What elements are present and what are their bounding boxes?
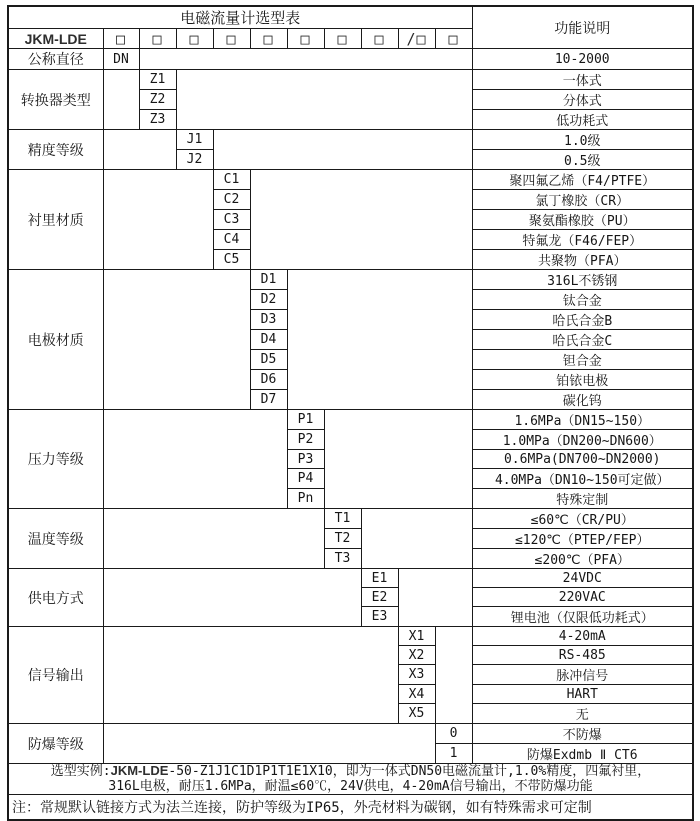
note-text: 注：常规默认链接方式为法兰连接，防护等级为IP65，外壳材料为碳钢，如有特殊需求可定制 (8, 795, 693, 820)
option-desc: ≤60℃（CR/PU） (472, 509, 693, 529)
option-desc: 特殊定制 (472, 489, 693, 509)
empty-cell (103, 509, 324, 569)
option-code: P1 (287, 410, 324, 430)
title-row (8, 6, 693, 29)
option-desc: 氯丁橡胶（CR） (472, 190, 693, 210)
section-row (8, 170, 693, 190)
option-code: E1 (361, 569, 398, 588)
option-desc: 0.6MPa(DN700~DN2000) (472, 450, 693, 469)
diameter-label: 公称直径 (8, 49, 103, 70)
section-label-power: 供电方式 (8, 569, 103, 627)
empty-cell (103, 270, 250, 410)
option-code: Z1 (139, 70, 176, 90)
option-code: D6 (250, 370, 287, 390)
section-row (8, 569, 693, 588)
option-desc: 哈氏合金B (472, 310, 693, 330)
option-code: C2 (213, 190, 250, 210)
option-desc: 316L不锈钢 (472, 270, 693, 290)
diameter-desc: 10-2000 (472, 49, 693, 70)
option-desc: 特氟龙（F46/FEP） (472, 230, 693, 250)
option-code: X5 (398, 704, 435, 724)
option-desc: 24VDC (472, 569, 693, 588)
option-code: T3 (324, 549, 361, 569)
model-checkbox-9-slash: /□ (398, 29, 435, 49)
option-code: E2 (361, 588, 398, 607)
table-title: 电磁流量计选型表 (8, 6, 472, 29)
option-desc: 1.6MPa（DN15~150） (472, 410, 693, 430)
option-code: X2 (398, 646, 435, 665)
option-code: X4 (398, 685, 435, 704)
empty-cell (139, 49, 472, 70)
section-label-converter: 转换器类型 (8, 70, 103, 130)
option-desc: 铂铱电极 (472, 370, 693, 390)
model-checkbox-5: □ (250, 29, 287, 49)
option-code: J2 (176, 150, 213, 170)
model-checkbox-10: □ (435, 29, 472, 49)
option-desc: 钽合金 (472, 350, 693, 370)
model-checkbox-1: □ (103, 29, 139, 49)
option-code: X1 (398, 627, 435, 646)
empty-cell (324, 410, 472, 509)
empty-cell (213, 130, 472, 170)
option-code: D1 (250, 270, 287, 290)
section-row (8, 130, 693, 150)
option-desc: 钛合金 (472, 290, 693, 310)
option-code: T1 (324, 509, 361, 529)
option-desc: 聚氨酯橡胶（PU） (472, 210, 693, 230)
option-desc: 分体式 (472, 90, 693, 110)
section-row (8, 70, 693, 90)
section-label-pressure: 压力等级 (8, 410, 103, 509)
section-row (8, 509, 693, 529)
empty-cell (176, 70, 472, 130)
section-row (8, 724, 693, 744)
option-desc: 220VAC (472, 588, 693, 607)
example-line-2: 316L电极，耐压1.6MPa，耐温≤60℃，24V供电，4-20mA信号输出，不带防爆功能 (108, 778, 593, 794)
option-code: C4 (213, 230, 250, 250)
option-code: P4 (287, 469, 324, 489)
option-desc: HART (472, 685, 693, 704)
option-code: E3 (361, 607, 398, 627)
option-desc: 共聚物（PFA） (472, 250, 693, 270)
empty-cell (103, 627, 398, 724)
option-desc: 4-20mA (472, 627, 693, 646)
option-desc: 不防爆 (472, 724, 693, 744)
section-label-accuracy: 精度等级 (8, 130, 103, 170)
empty-cell (287, 270, 472, 410)
option-desc: 无 (472, 704, 693, 724)
empty-cell (103, 410, 287, 509)
model-checkbox-2: □ (139, 29, 176, 49)
empty-cell (398, 569, 472, 627)
example-row (8, 764, 693, 795)
section-row (8, 270, 693, 290)
example-line-1 (9, 764, 692, 780)
section-row (8, 410, 693, 430)
option-code: C3 (213, 210, 250, 230)
option-desc: RS-485 (472, 646, 693, 665)
option-code: C5 (213, 250, 250, 270)
option-code: P3 (287, 450, 324, 469)
option-code: D2 (250, 290, 287, 310)
option-desc: 防爆Exdmb Ⅱ CT6 (472, 744, 693, 764)
section-label-explosion-proof: 防爆等级 (8, 724, 103, 764)
option-desc: 低功耗式 (472, 110, 693, 130)
example-prefix: 选型实例: (50, 764, 111, 779)
option-code: C1 (213, 170, 250, 190)
empty-cell (103, 724, 435, 764)
option-code: 1 (435, 744, 472, 764)
empty-cell (103, 569, 361, 627)
model-prefix: JKM-LDE (8, 29, 103, 49)
option-code: J1 (176, 130, 213, 150)
empty-cell (435, 627, 472, 724)
model-checkbox-8: □ (361, 29, 398, 49)
option-desc: 碳化钨 (472, 390, 693, 410)
empty-cell (361, 509, 472, 569)
option-desc: 1.0级 (472, 130, 693, 150)
note-row (8, 795, 693, 820)
option-code: Pn (287, 489, 324, 509)
option-desc: 脉冲信号 (472, 665, 693, 685)
option-code: X3 (398, 665, 435, 685)
function-column-header: 功能说明 (472, 6, 693, 49)
flowmeter-selection-table (7, 5, 694, 821)
option-code: D4 (250, 330, 287, 350)
model-checkbox-6: □ (287, 29, 324, 49)
diameter-row (8, 49, 693, 70)
option-desc: ≤120℃（PTEP/FEP） (472, 529, 693, 549)
option-code: D5 (250, 350, 287, 370)
example-model: JKM-LDE (110, 763, 169, 778)
option-code: P2 (287, 430, 324, 450)
model-checkbox-3: □ (176, 29, 213, 49)
option-desc: ≤200℃（PFA） (472, 549, 693, 569)
option-desc: 锂电池（仅限低功耗式） (472, 607, 693, 627)
model-checkbox-7: □ (324, 29, 361, 49)
option-code: Z2 (139, 90, 176, 110)
option-code: D3 (250, 310, 287, 330)
option-desc: 0.5级 (472, 150, 693, 170)
selection-example (8, 764, 693, 795)
empty-cell (103, 70, 139, 130)
option-desc: 一体式 (472, 70, 693, 90)
section-label-signal: 信号输出 (8, 627, 103, 724)
model-checkbox-4: □ (213, 29, 250, 49)
option-desc: 4.0MPa（DN10~150可定做） (472, 469, 693, 489)
empty-cell (103, 170, 213, 270)
option-desc: 1.0MPa（DN200~DN600） (472, 430, 693, 450)
option-desc: 聚四氟乙烯（F4/PTFE） (472, 170, 693, 190)
empty-cell (103, 130, 176, 170)
section-label-lining: 衬里材质 (8, 170, 103, 270)
section-row (8, 627, 693, 646)
diameter-code: DN (103, 49, 139, 70)
section-label-electrode: 电极材质 (8, 270, 103, 410)
option-code: D7 (250, 390, 287, 410)
option-code: Z3 (139, 110, 176, 130)
empty-cell (250, 170, 472, 270)
section-label-temperature: 温度等级 (8, 509, 103, 569)
option-code: 0 (435, 724, 472, 744)
option-code: T2 (324, 529, 361, 549)
option-desc: 哈氏合金C (472, 330, 693, 350)
example-line1-rest: -50-Z1J1C1D1P1T1E1X10，即为一体式DN50电磁流量计,1.0%精度，四氟衬里， (168, 764, 651, 779)
